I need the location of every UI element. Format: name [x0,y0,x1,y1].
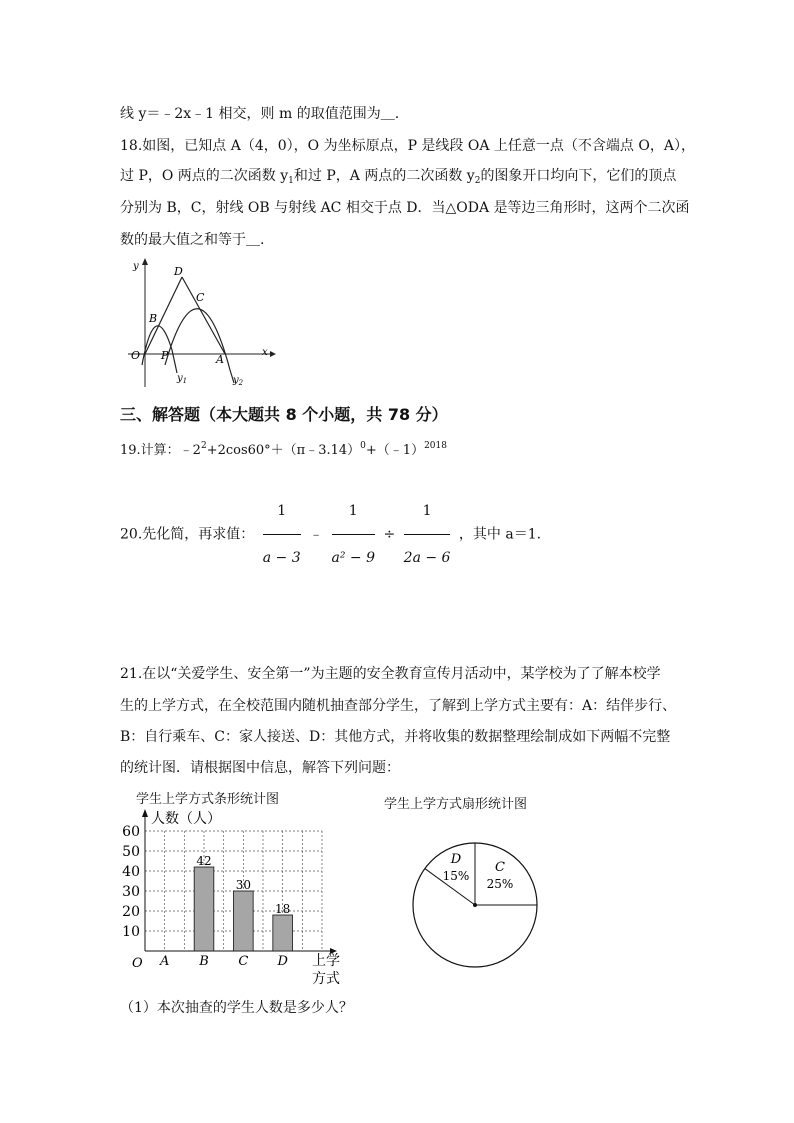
pie-value-C: 25% [486,877,514,891]
pie-value-D: 15% [442,869,470,883]
bar-C [234,891,254,951]
ray-AD [182,277,225,354]
y-tick-label: 30 [122,884,140,900]
fraction-3: $\frac{1}{2a - 6}$ [404,490,451,579]
q21-line2: 生的上学方式，在全校范围内随机抽查部分学生，了解到上学方式主要有：A：结伴步行、 [120,698,677,714]
label-y: y [133,261,139,272]
y-tick-label: 20 [122,904,140,920]
y-tick-label: 60 [122,824,140,840]
label-y2: $y_2$ [233,375,244,387]
x-tick-label-C: C [238,954,249,969]
origin-label: O [132,956,143,971]
fraction-2: $\frac{1}{\text{a² − 9}}$ [332,490,376,579]
pie-chart-title: 学生上学方式扇形统计图 [384,797,528,812]
label-y1: $y_1$ [177,373,188,385]
data-label-D: 18 [275,902,291,916]
q18-line2: 过 P，O 两点的二次函数 $y_1$和过 P，A 两点的二次函数 $y_2$的图象开口均向下，它们的顶点 [120,168,677,186]
y-tick-label: 40 [122,864,140,880]
fraction-1: $\frac{1}{a - 3}$ [263,490,301,579]
x-tick-label-A: A [159,954,170,969]
bar-chart-title: 学生上学方式条形统计图 [136,792,280,807]
q21-line4: 的统计图．请根据图中信息，解答下列问题： [120,760,400,776]
label-C: C [196,291,205,304]
label-B: B [149,312,158,325]
bar-D [273,915,293,951]
label-D: D [174,265,183,278]
q21-line3: B：自行乘车、C：家人接送、D：其他方式，并将收集的数据整理绘制成如下两幅不完整 [120,729,671,745]
x-axis-arrow [270,351,276,357]
bar-B [194,867,214,951]
y-axis-arrow [142,809,148,817]
pie-label-D: D [450,852,462,867]
data-label-B: 42 [196,854,212,868]
q21-line1: 21.在以“关爱学生、安全第一”为主题的安全教育宣传月活动中，某学校为了了解本校学 [120,666,661,682]
q19: 19.计算：$﹣2^2+2\cos 60^\circ+(\pi﹣3.14)^0+(﹣1)^{2018}$ [120,441,447,458]
x-tick-label-B: B [199,954,209,969]
data-label-C: 30 [235,878,251,892]
section3-title: 三、解答题（本大题共 8 个小题，共 78 分） [120,405,448,424]
y-axis-arrow [142,258,148,265]
parabola-y2 [165,309,234,383]
x-tick-label-D: D [277,954,288,969]
label-O: O [131,349,141,362]
q17-tail: 线 y＝﹣2x﹣1 相交，则 m 的取值范围为＿. [120,106,400,122]
q18-line3: 分别为 B，C，射线 OB 与射线 AC 相交于点 D．当△ODA 是等边三角形时，这两个二次函 [120,200,690,216]
bar-chart [112,805,352,995]
q18-line1: 18.如图，已知点 A（4，0），O 为坐标原点，P 是线段 OA 上任意一点（不含端点 O，A）， [120,138,695,154]
q18-parabola-figure [120,255,280,390]
q21-sub1: （1）本次抽查的学生人数是多少人？ [120,1000,353,1016]
y-tick-label: 50 [122,844,140,860]
label-A: A [216,353,224,366]
q18-line4: 数的最大值之和等于＿. [120,232,265,248]
x-axis-label-line1: 上学 [312,953,340,969]
y-axis-label: 人数（人） [151,811,221,827]
y-tick-label: 10 [122,924,140,940]
q20: 20.先化简，再求值： $\frac{1}{a - 3}$ ﹣ $\frac{1}{\text{a² − 9}}$ ÷ $\frac{1}{2a - 6}$ ，其中 a＝1. [120,490,541,579]
label-P: P [161,349,169,362]
pie-chart [400,820,550,970]
pie-center [473,903,477,907]
x-axis-label-line2: 方式 [312,971,340,987]
label-x: x [262,347,268,358]
pie-label-C: C [495,860,505,875]
